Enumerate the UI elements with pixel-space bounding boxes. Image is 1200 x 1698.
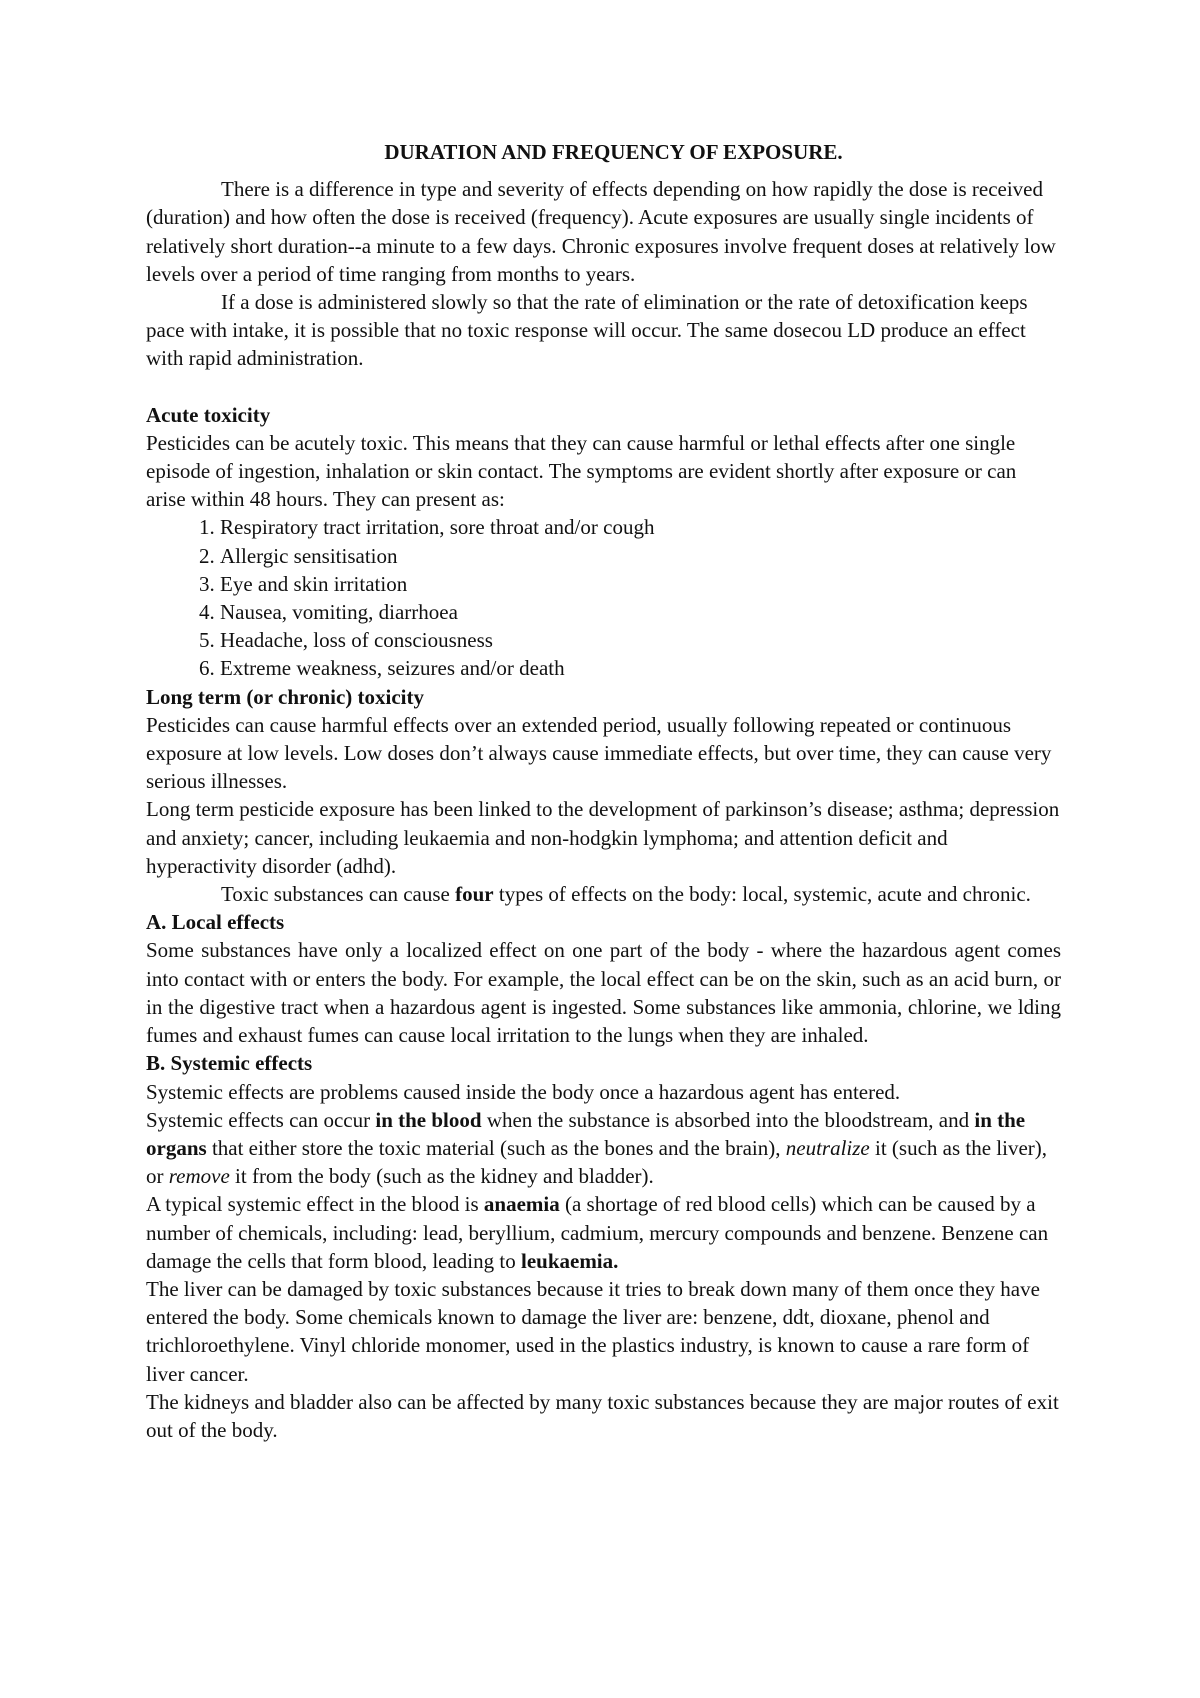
systemic-paragraph-4: The liver can be damaged by toxic substances because it tries to break down many of them once they have entered the body. Some chemicals known to damage the liver are: benzene, ddt, dioxane, phenol and trichloroethylene. Vinyl chloride monomer, used in the plastics industry, is known to cause a rare form of liver cancer.	[146, 1276, 1040, 1386]
systemic-paragraph-2: Systemic effects can occur in the blood when the substance is absorbed into the bloodstream, and in the organs that either store the toxic material (such as the bones and the brain), neutralize it (such as the liver), or remove it from the body (such as the kidney and bladder).	[146, 1107, 1048, 1189]
list-item: 2. Allergic sensitisation	[220, 542, 1061, 570]
list-item: 4. Nausea, vomiting, diarrhoea	[220, 598, 1061, 626]
intro-paragraph-1: There is a difference in type and severity of effects depending on how rapidly the dose is received (duration) and how often the dose is received (frequency). Acute exposures are usually single incidents of relatively short duration--a minute to a few days. Chronic exposures involve frequent doses at relatively low levels over a period of time ranging from months to years.	[146, 177, 1056, 286]
chronic-paragraph-1: Pesticides can cause harmful effects over an extended period, usually following repeated or continuous exposure at low levels. Low doses don’t always cause immediate effects, but over time, they can cause very serious illnesses.	[146, 712, 1052, 794]
list-item: 1. Respiratory tract irritation, sore throat and/or cough	[220, 513, 1061, 541]
acute-toxicity-text: Pesticides can be acutely toxic. This means that they can cause harmful or lethal effects after one single episode of ingestion, inhalation or skin contact. The symptoms are evident shortly after exposure or can arise within 48 hours. They can present as:	[146, 430, 1017, 512]
symptom-list	[146, 513, 1061, 682]
list-item: 6. Extreme weakness, seizures and/or death	[220, 654, 1061, 682]
local-effects-heading: A. Local effects	[146, 910, 285, 935]
document-page	[146, 138, 1061, 1444]
systemic-effects-heading: B. Systemic effects	[146, 1051, 313, 1076]
effects-types-paragraph: Toxic substances can cause four types of effects on the body: local, systemic, acute and chronic.	[221, 882, 1031, 907]
chronic-paragraph-2: Long term pesticide exposure has been linked to the development of parkinson’s disease; asthma; depression and anxiety; cancer, including leukaemia and non-hodgkin lymphoma; and attention deficit and hyperactivity disorder (adhd).	[146, 797, 1060, 878]
local-effects-text: Some substances have only a localized effect on one part of the body - where the hazardous agent comes into contact with or enters the body. For example, the local effect can be on the skin, such as an acid burn, or in the digestive tract when a hazardous agent is ingested. Some substances like ammonia, chlorine, we lding fumes and exhaust fumes can cause local irritation to the lungs when they are inhaled.	[146, 938, 1061, 1048]
page-title: DURATION AND FREQUENCY OF EXPOSURE.	[384, 140, 843, 164]
systemic-paragraph-5: The kidneys and bladder also can be affected by many toxic substances because they are major routes of exit out of the body.	[146, 1389, 1059, 1442]
chronic-toxicity-heading: Long term (or chronic) toxicity	[146, 684, 424, 709]
list-item: 3. Eye and skin irritation	[220, 570, 1061, 598]
list-item: 5. Headache, loss of consciousness	[220, 626, 1061, 654]
acute-toxicity-heading: Acute toxicity	[146, 402, 271, 427]
intro-paragraph-2: If a dose is administered slowly so that the rate of elimination or the rate of detoxification keeps pace with intake, it is possible that no toxic response will occur. The same dosecou LD produce an effect with rapid administration.	[146, 290, 1028, 371]
systemic-paragraph-3: A typical systemic effect in the blood is anaemia (a shortage of red blood cells) which can be caused by a number of chemicals, including: lead, beryllium, cadmium, mercury compounds and benzene. Benzene can damage the cells that form blood, leading to leukaemia.	[146, 1192, 1049, 1273]
systemic-paragraph-1: Systemic effects are problems caused inside the body once a hazardous agent has entered.	[146, 1079, 901, 1104]
